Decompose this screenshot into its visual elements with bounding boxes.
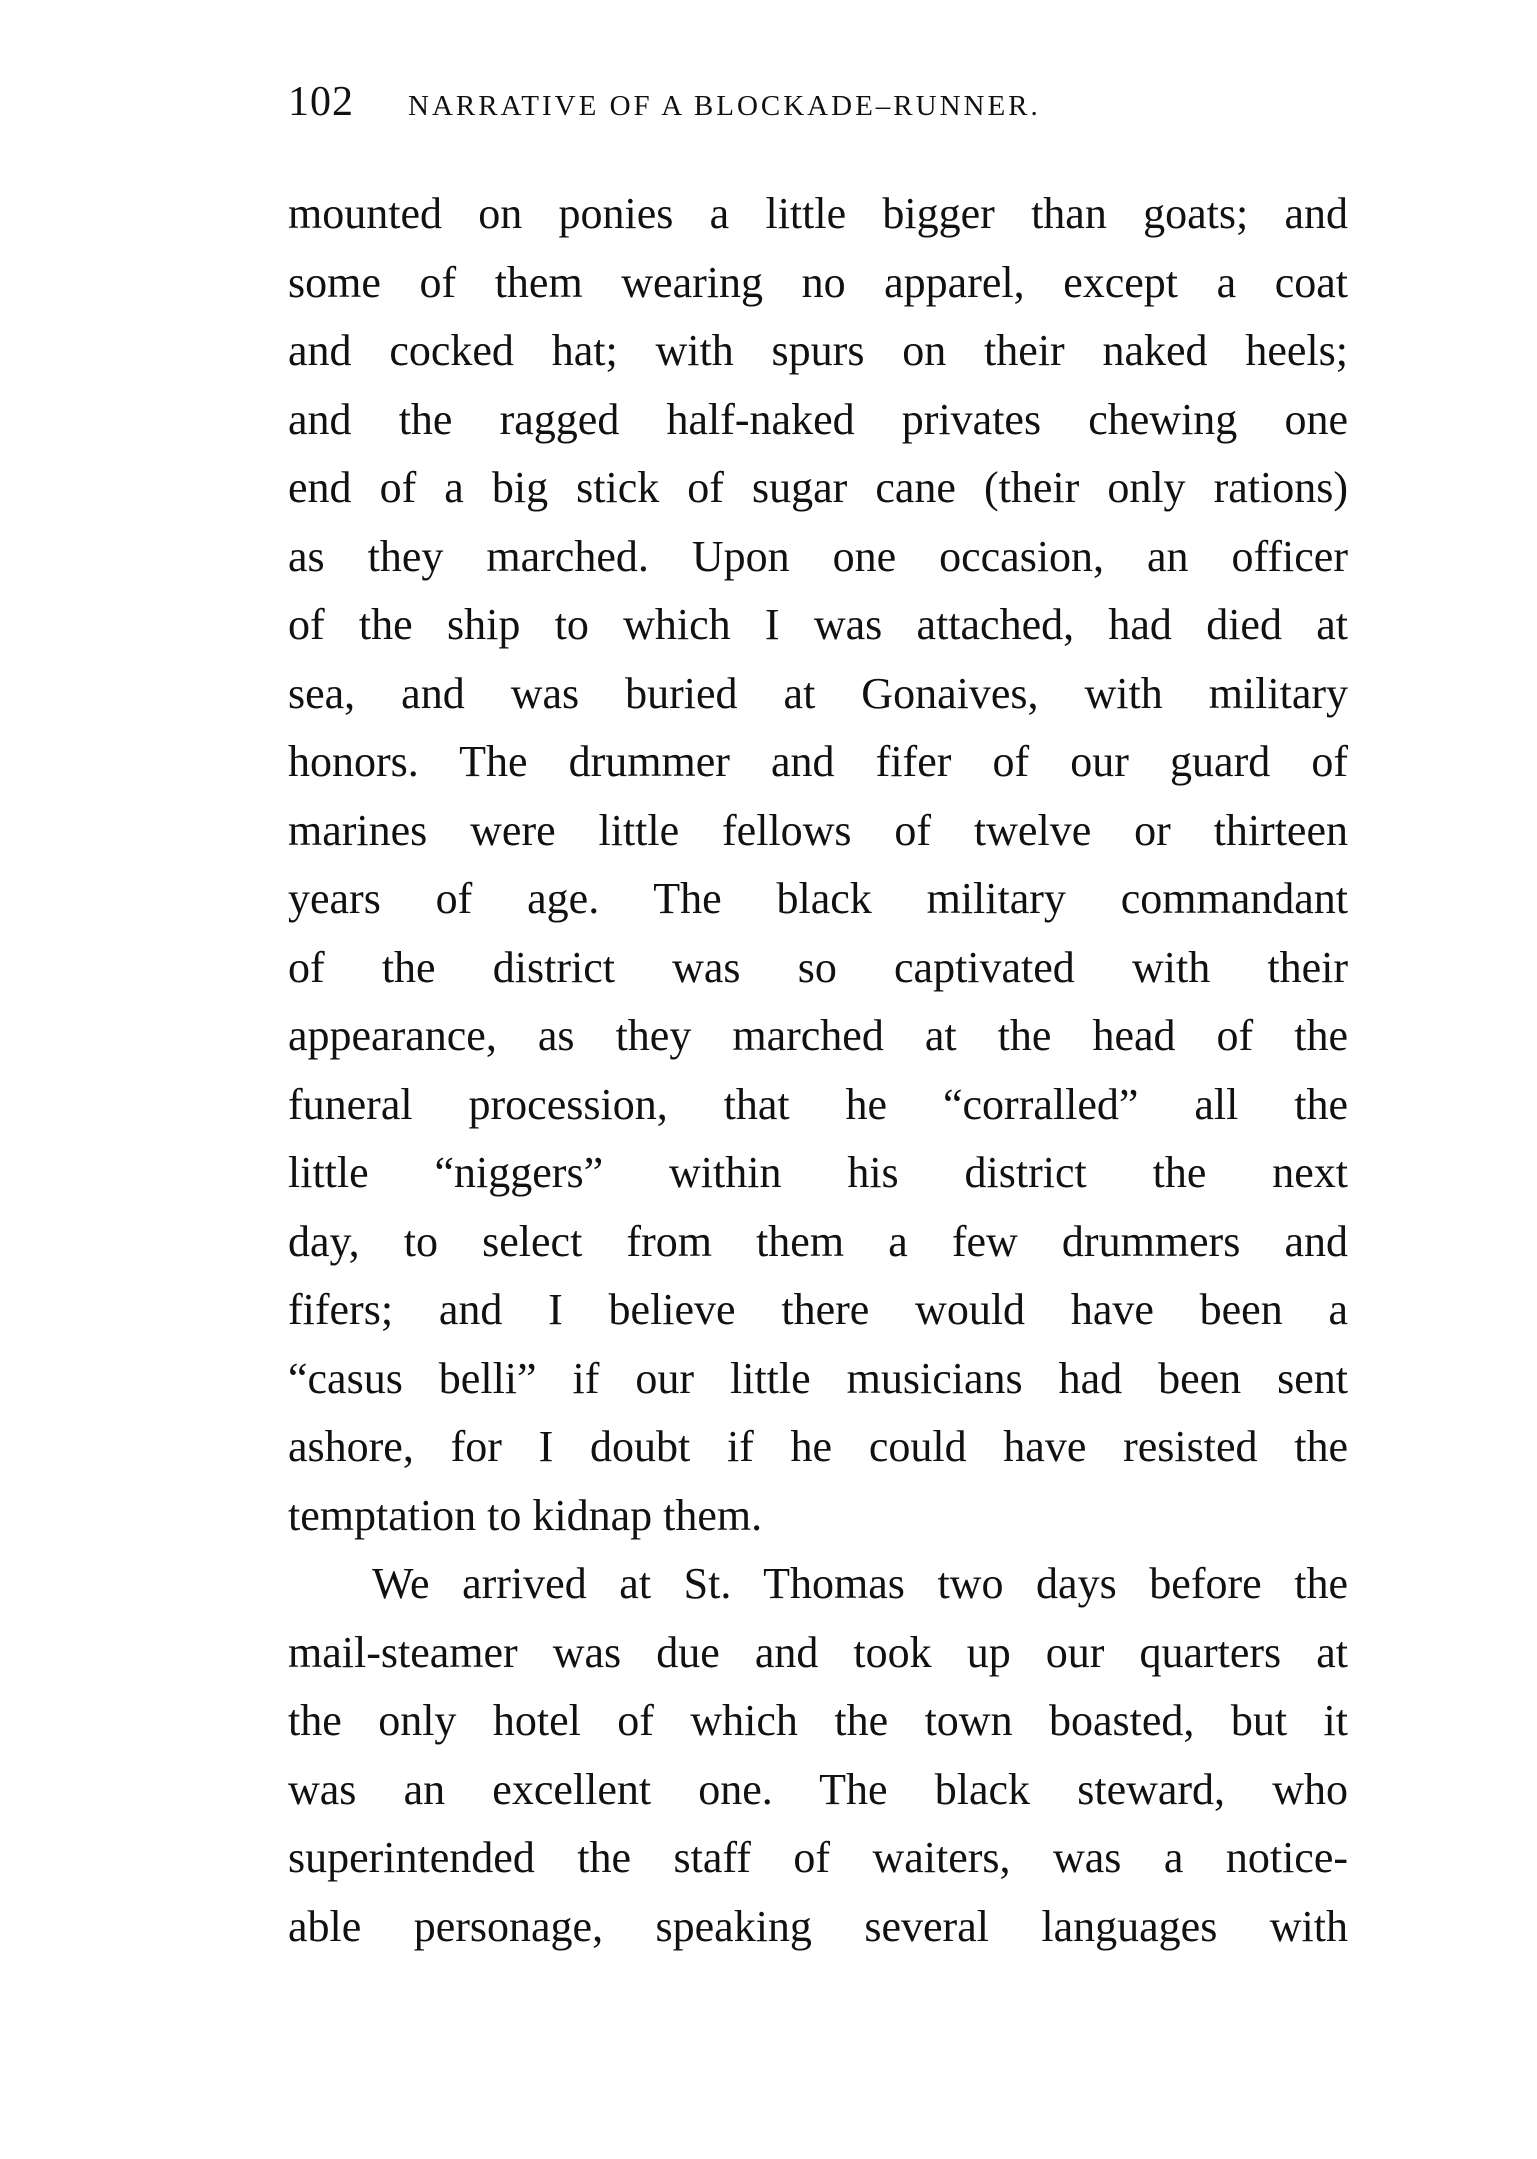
text-line: temptation to kidnap them. (288, 1490, 763, 1540)
text-line: and the ragged half-naked privates chewing one (288, 394, 1348, 444)
text-line: superintended the staff of waiters, was a notice- (288, 1833, 1348, 1882)
text-line: fifers; and I believe there would have been a (288, 1285, 1348, 1334)
text-line: able personage, speaking several languages with (288, 1901, 1348, 1951)
running-head (288, 78, 1041, 138)
page-number: 102 (288, 79, 354, 125)
text-line: of the ship to which I was attached, had died at (288, 600, 1348, 649)
text-line: and cocked hat; with spurs on their naked heels; (288, 326, 1348, 375)
text-line: sea, and was buried at Gonaives, with military (288, 668, 1348, 718)
text-line: “casus belli” if our little musicians had been sent (288, 1353, 1348, 1403)
text-line: years of age. The black military commandant (288, 874, 1348, 923)
text-line: as they marched. Upon one occasion, an officer (288, 531, 1348, 581)
text-line: mail-steamer was due and took up our quarters at (288, 1627, 1348, 1677)
text-line: mounted on ponies a little bigger than goats; and (288, 189, 1348, 238)
text-line: day, to select from them a few drummers and (288, 1216, 1348, 1266)
text-line: We arrived at St. Thomas two days before the (372, 1559, 1348, 1608)
text-line: honors. The drummer and fifer of our guard of (288, 737, 1348, 786)
text-line: end of a big stick of sugar cane (their only rations) (288, 463, 1348, 512)
text-line: marines were little fellows of twelve or thirteen (288, 805, 1348, 855)
paragraph-2 (288, 1550, 1348, 1961)
text-line: appearance, as they marched at the head of the (288, 1011, 1348, 1060)
text-line: some of them wearing no apparel, except a coat (288, 257, 1348, 307)
text-line: funeral procession, that he “corralled” all the (288, 1079, 1348, 1129)
text-line: little “niggers” within his district the next (288, 1148, 1348, 1197)
text-line: the only hotel of which the town boasted, but it (288, 1696, 1348, 1745)
running-title: NARRATIVE OF A BLOCKADE–RUNNER. (408, 90, 1041, 122)
body-text (288, 180, 1348, 1961)
text-line: ashore, for I doubt if he could have resisted the (288, 1422, 1348, 1471)
text-line: of the district was so captivated with their (288, 942, 1348, 992)
text-line: was an excellent one. The black steward, who (288, 1764, 1348, 1814)
paragraph-1 (288, 180, 1348, 1550)
